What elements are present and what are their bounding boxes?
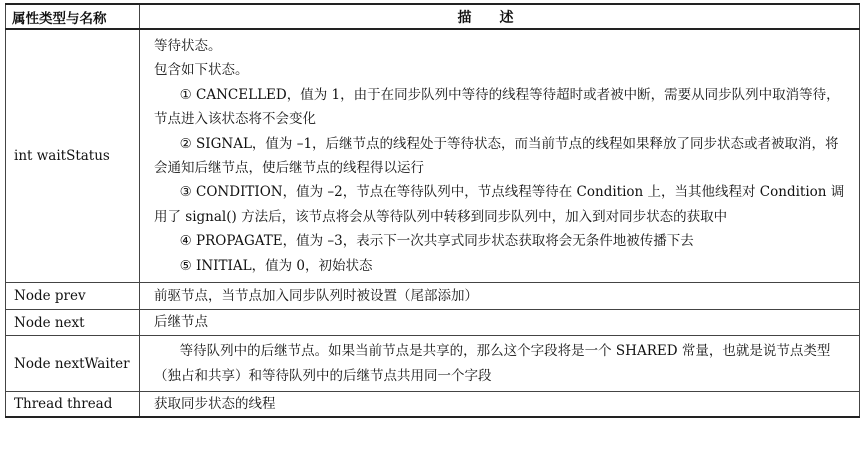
attribute-description-cell (140, 29, 860, 283)
attribute-name-cell: Node next (6, 310, 140, 336)
attribute-description-cell (140, 310, 860, 336)
description-line: 包含如下状态。 (154, 62, 249, 79)
description-line: 后继节点 (154, 314, 208, 331)
header-description-cell: 描述 (140, 4, 860, 29)
attribute-name-cell: Node nextWaiter (6, 336, 140, 392)
attribute-name-cell: Thread thread (6, 392, 140, 418)
table-header-row (6, 4, 860, 29)
description-line: 等待队列中的后继节点。如果当前节点是共享的，那么这个字段将是一个 SHARED 常量，也就是说节点类型（独占和共享）和等待队列中的后继节点共用同一个字段 (154, 343, 831, 384)
attribute-table-document (5, 3, 859, 455)
state-item-initial: ⑤ INITIAL，值为 0，初始状态 (179, 257, 373, 274)
state-item-condition: ③ CONDITION，值为 –2，节点在等待队列中，节点线程等待在 Condition 上，当其他线程对 Condition 调用了 signal() 方法后，该节点将会从等待队列中转移到同步队列中，加入到对同步状态的获取中 (154, 184, 845, 225)
state-item-signal: ② SIGNAL，值为 –1，后继节点的线程处于等待状态，而当前节点的线程如果释放了同步状态或者被取消，将会通知后继节点，使后继节点的线程得以运行 (154, 135, 839, 177)
attribute-description-cell (140, 392, 860, 418)
table-row (6, 310, 860, 336)
table-row (6, 336, 860, 392)
description-line: 获取同步状态的线程 (154, 396, 276, 413)
header-name-cell: 属性类型与名称 (6, 4, 140, 29)
node-attributes-table (5, 3, 860, 418)
table-row (6, 29, 860, 283)
state-item-cancelled: ① CANCELLED，值为 1，由于在同步队列中等待的线程等待超时或者被中断，需要从同步队列中取消等待，节点进入该状态将不会变化 (154, 86, 840, 128)
table-row (6, 392, 860, 418)
description-line: 等待状态。 (154, 38, 222, 54)
attribute-name-cell: Node prev (6, 283, 140, 310)
attribute-name-cell: int waitStatus (6, 29, 140, 283)
state-item-propagate: ④ PROPAGATE，值为 –3，表示下一次共享式同步状态获取将会无条件地被传播下去 (179, 233, 694, 250)
attribute-description-cell (140, 336, 860, 392)
table-row (6, 283, 860, 310)
description-line: 前驱节点，当节点加入同步队列时被设置（尾部添加） (154, 287, 478, 304)
attribute-description-cell (140, 283, 860, 310)
